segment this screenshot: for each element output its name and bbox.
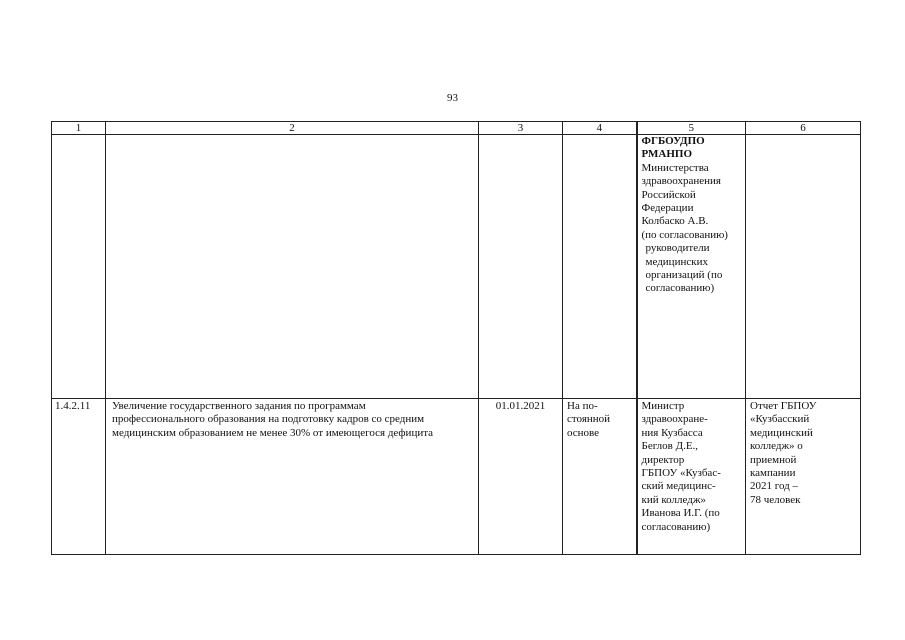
- result-line: колледж» о: [750, 440, 803, 453]
- responsible-line: кий колледж»: [641, 493, 706, 506]
- term-line: основе: [567, 426, 600, 439]
- column-header-5: 5: [637, 122, 746, 135]
- responsible-line: здравоохранения: [641, 175, 721, 188]
- result-line: Отчет ГБПОУ: [750, 400, 817, 412]
- result-line: медицинский: [750, 426, 813, 439]
- activity-plan-table: [51, 121, 861, 555]
- column-header-2: 2: [106, 122, 479, 135]
- cell-number-empty: [52, 135, 106, 399]
- responsible-line: ния Кузбасса: [641, 426, 703, 439]
- responsible-line: Иванова И.Г. (по: [641, 507, 720, 520]
- cell-term-empty: [563, 135, 637, 399]
- cell-date: 01.01.2021: [479, 399, 563, 555]
- cell-description: Увеличение государственного задания по программам профессионального образования на подготовку кадров со средним медицинским образованием не менее 30% от имеющегося дефицита: [106, 399, 479, 555]
- responsible-line: Колбаско А.В.: [641, 215, 709, 228]
- responsible-line: РМАНПО: [641, 148, 693, 161]
- cell-result: [746, 399, 861, 555]
- column-header-6: 6: [746, 122, 861, 135]
- responsible-line: здравоохране-: [641, 413, 708, 426]
- table-row-continued: [52, 135, 861, 399]
- responsible-line: Министр: [641, 400, 685, 412]
- cell-description-empty: [106, 135, 479, 399]
- term-line: На по-: [567, 400, 598, 412]
- column-header-1: 1: [52, 122, 106, 135]
- cell-responsible-continued: [637, 135, 746, 399]
- responsible-line: (по согласованию): [641, 228, 728, 241]
- responsible-line: ГБПОУ «Кузбас-: [641, 467, 721, 480]
- result-line: кампании: [750, 467, 796, 480]
- result-line: 2021 год –: [750, 480, 799, 493]
- result-line: «Кузбасский: [750, 413, 810, 426]
- cell-date-empty: [479, 135, 563, 399]
- responsible-line: Министерства: [641, 161, 709, 174]
- responsible-line: ский медицинс-: [641, 480, 716, 493]
- responsible-line: организаций (по: [645, 269, 723, 282]
- responsible-line: ФГБОУДПО: [641, 135, 705, 147]
- table-header-row: [52, 122, 861, 135]
- page-number: 93: [447, 92, 458, 104]
- responsible-line: руководители: [645, 242, 710, 255]
- cell-term: [563, 399, 637, 555]
- column-header-4: 4: [563, 122, 637, 135]
- responsible-line: медицинских: [645, 255, 708, 268]
- responsible-line: Беглов Д.Е.,: [641, 440, 699, 453]
- cell-number: 1.4.2.11: [52, 399, 106, 555]
- responsible-line: согласованию): [645, 282, 715, 295]
- result-line: 78 человек: [750, 493, 801, 506]
- responsible-line: директор: [641, 453, 685, 466]
- term-line: стоянной: [567, 413, 611, 426]
- responsible-line: Российской: [641, 188, 696, 201]
- table-row-1-4-2-11: [52, 399, 861, 555]
- result-line: приемной: [750, 453, 797, 466]
- cell-responsible: [637, 399, 746, 555]
- cell-result-empty: [746, 135, 861, 399]
- responsible-line: Федерации: [641, 202, 694, 215]
- column-header-3: 3: [479, 122, 563, 135]
- responsible-line: согласованию): [641, 520, 711, 533]
